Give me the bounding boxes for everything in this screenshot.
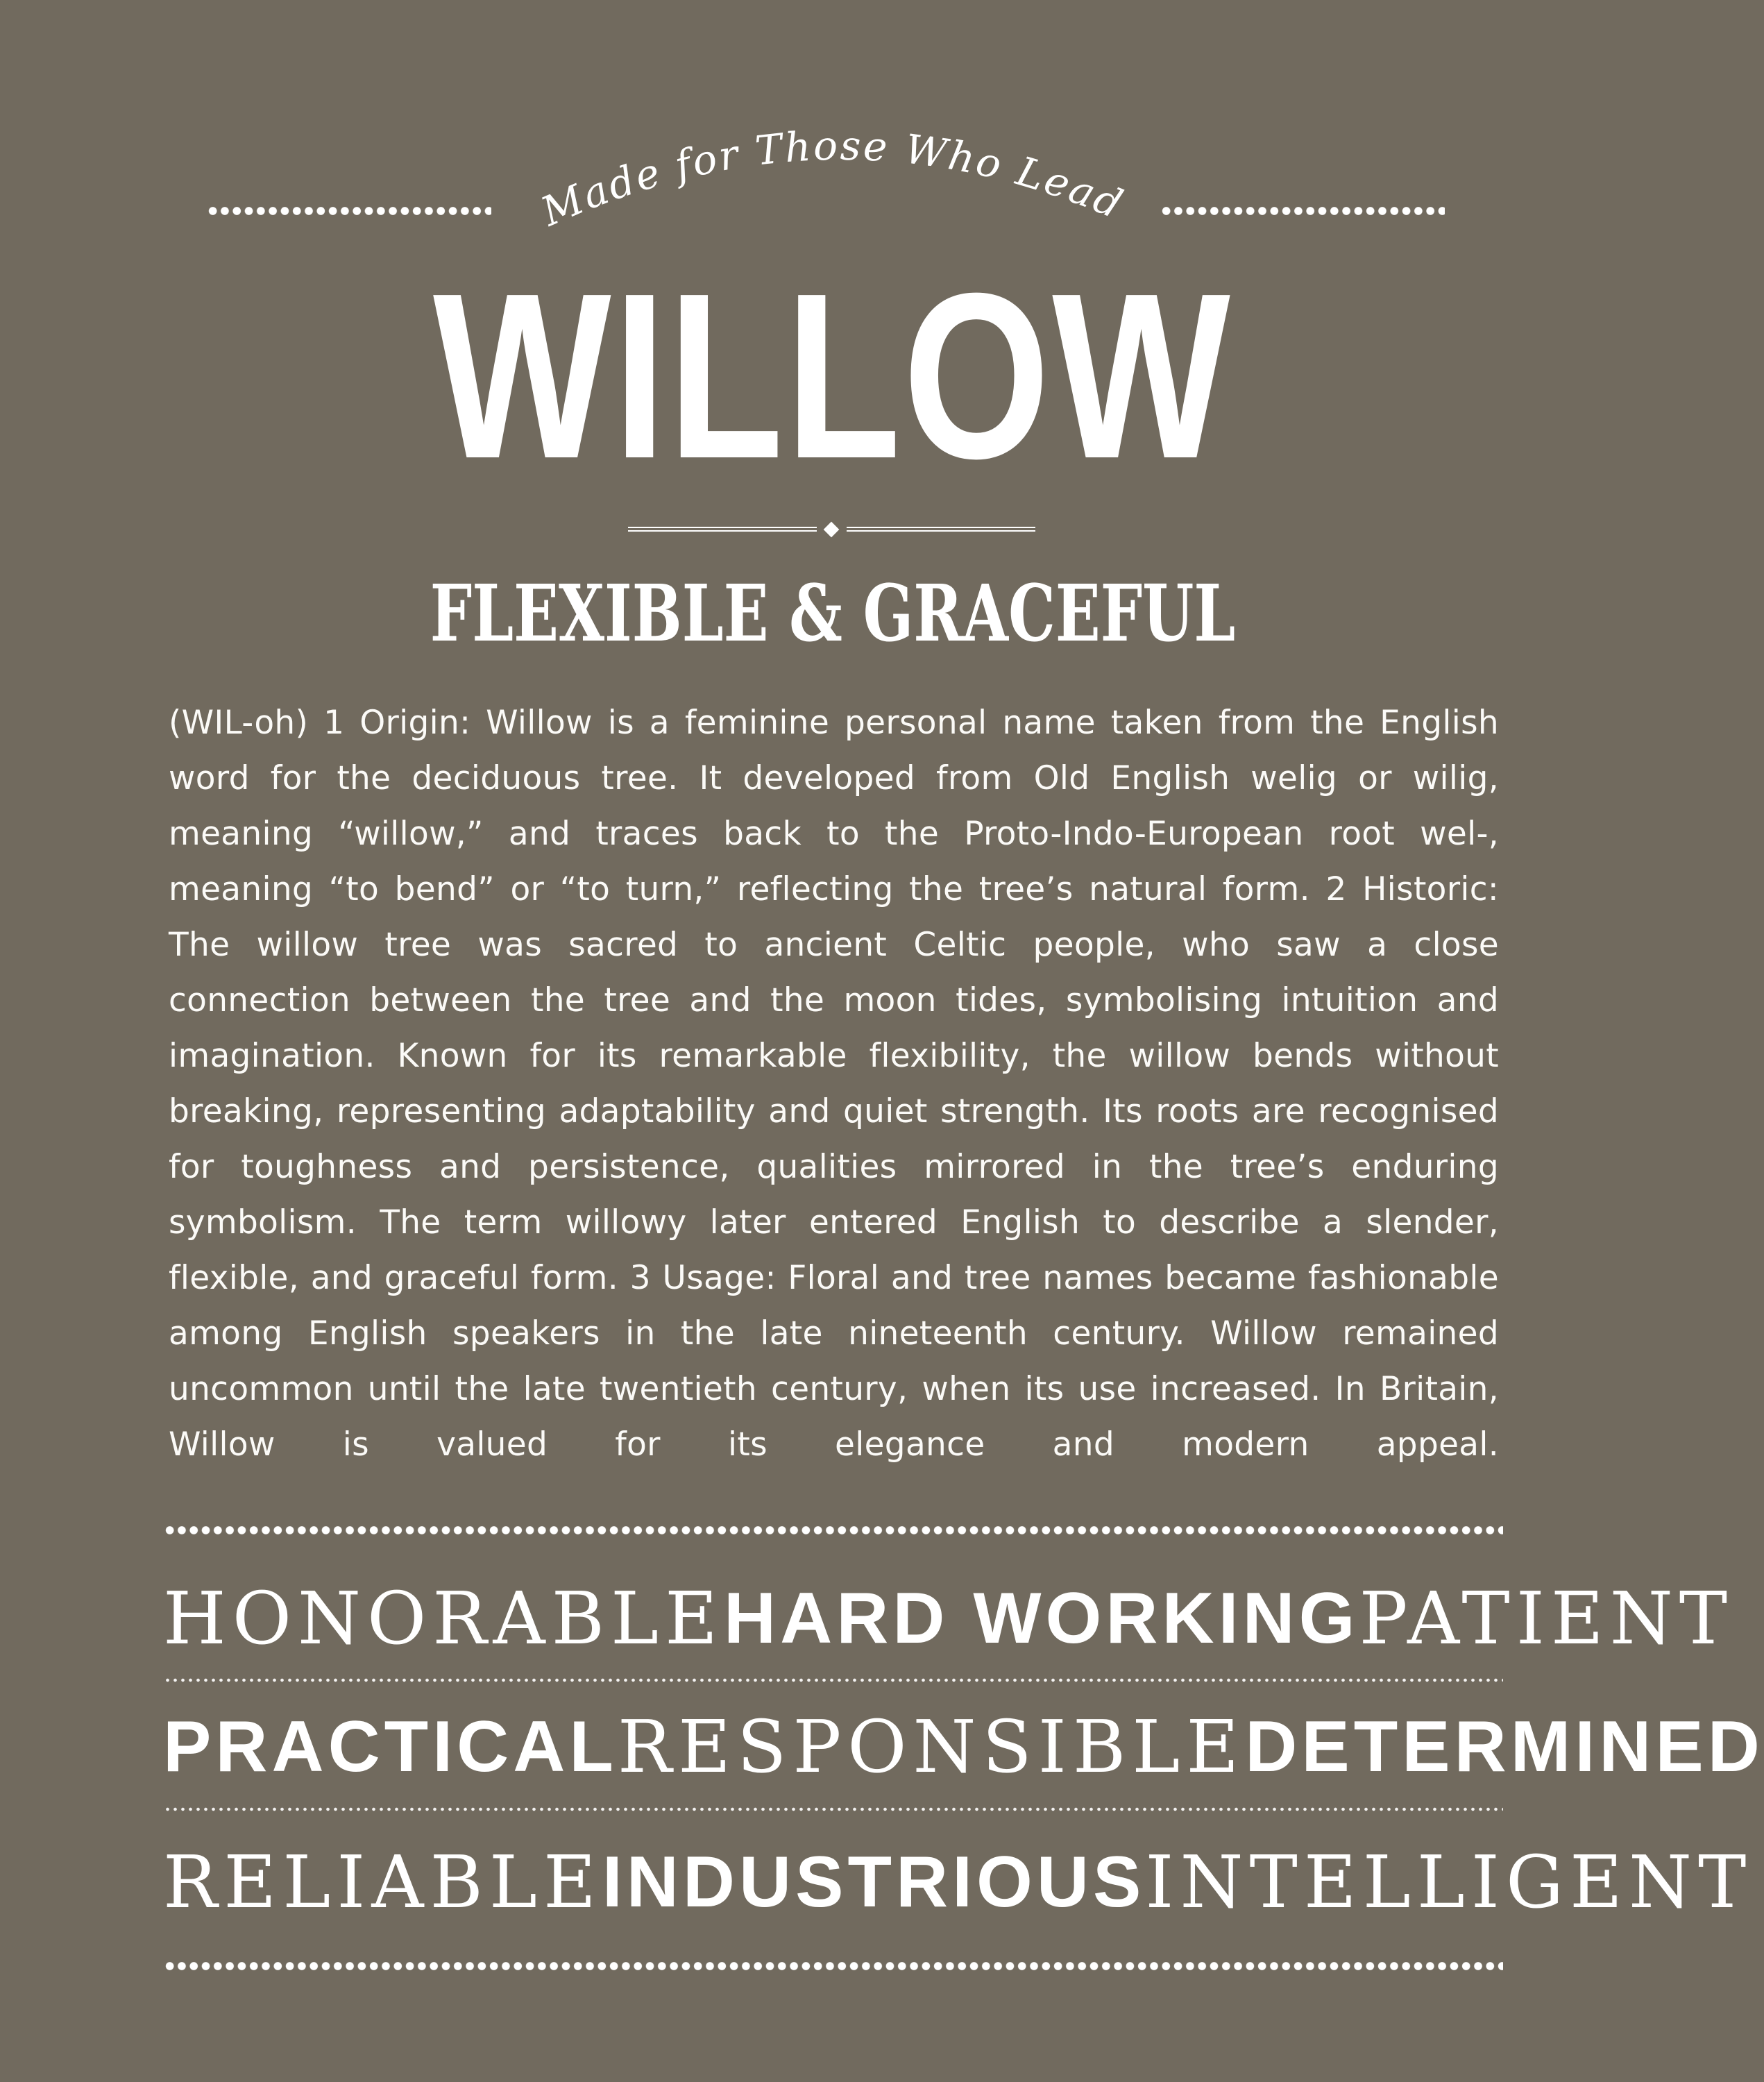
traits-top-dots	[164, 1525, 1503, 1535]
name-definition: (WIL-oh) 1 Origin: Willow is a feminine personal name taken from the English word for the deciduous tree. It developed from Old English welig or wilig, meaning “willow,” and traces back to the Proto-Indo-European root wel-, meaning “to bend” or “to turn,” reflecting the tree’s natural form. 2 Historic: The willow tree was sacred to ancient Celtic people, who saw a close connection between the tree and the moon tides, symbolising intuition and imagination. Known for its remarkable flexibility, the willow bends without breaking, representing adaptability and quiet strength. Its roots are recognised for toughness and persistence, qualities mirrored in the tree’s enduring symbolism. The term willowy later entered English to describe a slender, flexible, and graceful form. 3 Usage: Floral and tree names became fashionable among English speakers in the late nineteenth century. Willow remained uncommon until the late twentieth century, when its use increased. In Britain, Willow is valued for its elegance and modern appeal.	[169, 704, 1499, 1464]
trait-divider-1	[164, 1678, 1503, 1682]
tagline-dots-right	[1160, 206, 1445, 216]
tagline-dots-left	[207, 206, 491, 216]
trait-reliable: RELIABLE	[163, 1840, 602, 1924]
trait-responsible: RESPONSIBLE	[617, 1704, 1246, 1789]
trait-intelligent: INTELLIGENT	[1145, 1840, 1753, 1924]
tagline-text	[534, 122, 1130, 236]
trait-determined: DETERMINED	[1245, 1707, 1764, 1787]
trait-row-3	[163, 1840, 1753, 1924]
trait-divider-2	[164, 1807, 1503, 1811]
meaning-subtitle: FLEXIBLE & GRACEFUL	[430, 568, 1236, 659]
ornament-line-right	[847, 527, 1035, 532]
trait-hard-working: HARD WORKING	[724, 1578, 1359, 1659]
trait-patient: PATIENT	[1359, 1576, 1734, 1661]
trait-honorable: HONORABLE	[163, 1576, 724, 1661]
ornament-line-left	[628, 527, 817, 532]
tagline-arc	[486, 104, 1180, 243]
traits-bottom-dots	[164, 1961, 1503, 1971]
tagline-textpath: Made for Those Who Lead	[534, 121, 1131, 236]
trait-practical: PRACTICAL	[163, 1707, 618, 1787]
trait-industrious: INDUSTRIOUS	[602, 1842, 1146, 1922]
trait-row-2	[163, 1704, 1764, 1789]
ornament-diamond	[824, 522, 840, 538]
trait-row-1	[163, 1576, 1734, 1661]
name-title: WILLOW	[432, 244, 1233, 508]
